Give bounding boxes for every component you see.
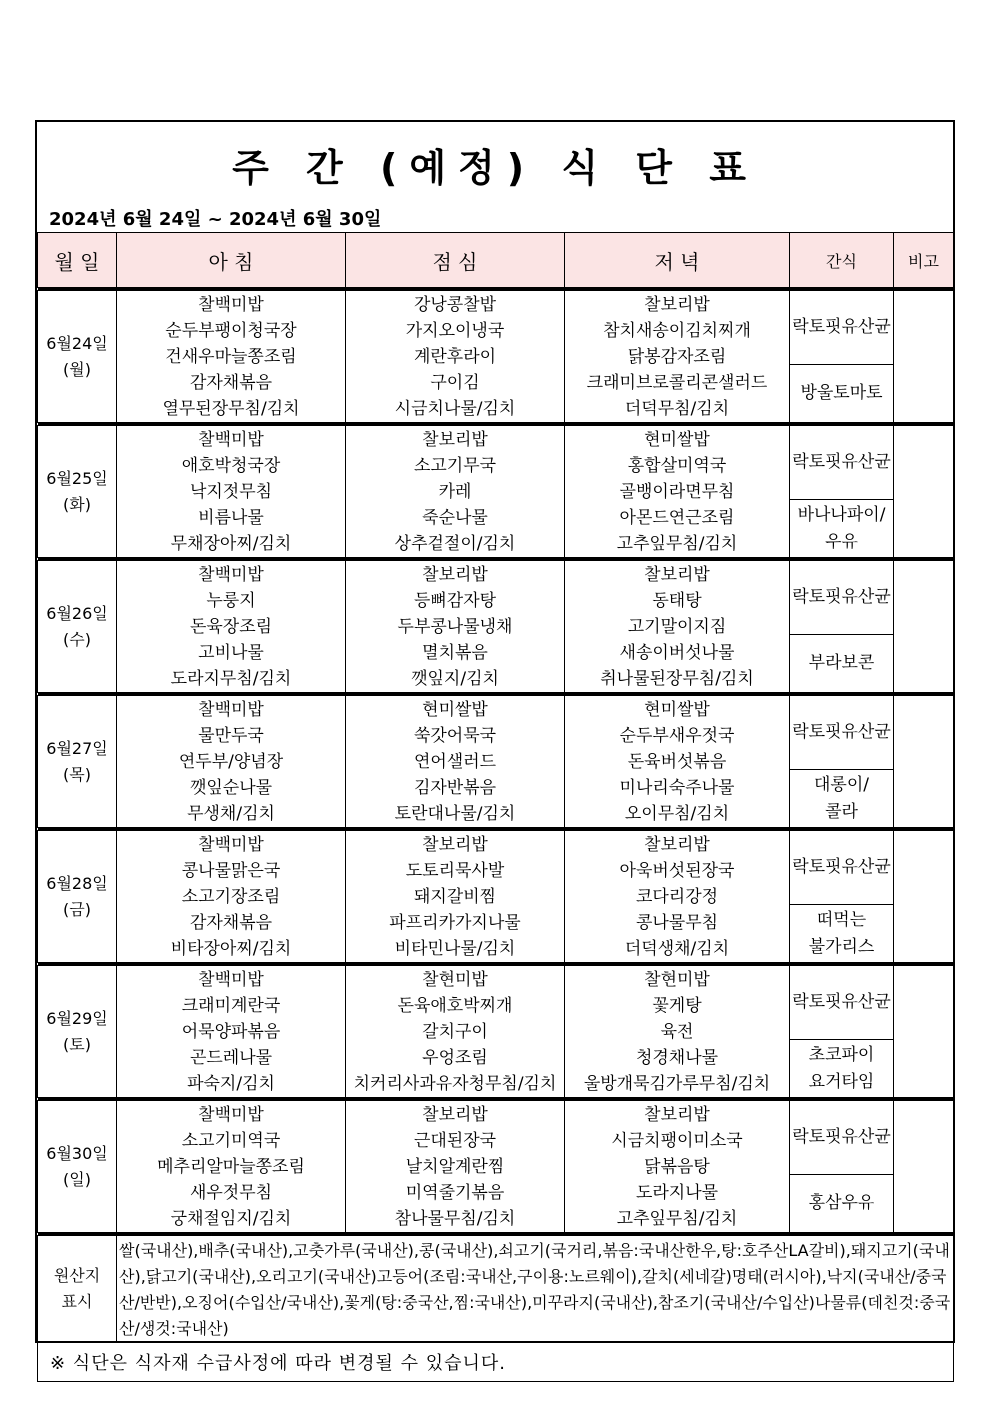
note-cell [894, 966, 954, 1098]
dish-item: 파숙지/김치 [187, 1074, 275, 1094]
day-row [38, 1101, 954, 1175]
dish-item: 고기말이지짐 [627, 617, 727, 637]
snack-item: 홍삼우유 [808, 1193, 875, 1214]
breakfast-cell [117, 291, 346, 423]
footer-note: ※ 식단은 식자재 수급사정에 따라 변경될 수 있습니다. [38, 1343, 954, 1382]
snack-item: 대롱이/ [814, 774, 869, 795]
dish-item: 현미쌀밥 [422, 700, 488, 720]
date-text: 6월30일 [46, 1143, 108, 1163]
dish-item: 상추겉절이/김치 [394, 534, 516, 554]
snack-bottom [790, 635, 894, 693]
dish-item: 청경채나물 [635, 1048, 719, 1068]
dish-item: 죽순나물 [422, 508, 488, 528]
snack-bottom [790, 1175, 894, 1233]
dish-item: 미나리숙주나물 [619, 778, 735, 798]
dish-item: 깻잎지/김치 [411, 669, 499, 689]
day-date [38, 426, 117, 558]
lunch-cell [346, 426, 565, 558]
dish-item: 비타민나물/김치 [394, 939, 516, 959]
page-title: 주 간 (예정) 식 단 표 [232, 146, 758, 190]
dish-item: 시금치팽이미소국 [611, 1131, 743, 1151]
dish-item: 물만두국 [198, 726, 264, 746]
dish-item: 근대된장국 [413, 1131, 497, 1151]
dish-item: 돈육버섯볶음 [627, 752, 727, 772]
dish-item: 어묵양파볶음 [181, 1022, 281, 1042]
dish-item: 콩나물맑은국 [181, 861, 281, 881]
date-text: 6월29일 [46, 1008, 108, 1028]
date-text: 6월26일 [46, 603, 108, 623]
dish-item: 비타장아찌/김치 [170, 939, 292, 959]
snack-item: 바나나파이/ [797, 504, 886, 525]
day-date [38, 561, 117, 693]
dish-item: 고추잎무침/김치 [616, 534, 738, 554]
dish-item: 돼지갈비찜 [413, 887, 497, 907]
lunch-cell [346, 831, 565, 963]
note-cell [894, 696, 954, 828]
dish-item: 고비나물 [198, 643, 264, 663]
dish-item: 새우젓무침 [189, 1183, 273, 1203]
snack-bottom [790, 770, 894, 828]
weekday-text: (목) [63, 764, 91, 784]
dinner-cell [565, 1101, 790, 1233]
dish-item: 홍합살미역국 [627, 456, 727, 476]
lunch-cell [346, 561, 565, 693]
header-day: 월 일 [38, 233, 117, 288]
dish-item: 궁채절임지/김치 [170, 1209, 292, 1229]
dish-item: 카레 [438, 482, 472, 502]
note-cell [894, 1101, 954, 1233]
dish-item: 찰백미밥 [198, 1105, 264, 1125]
dish-item: 찰백미밥 [198, 295, 264, 315]
dish-item: 가지오이냉국 [405, 321, 505, 341]
lunch-cell [346, 1101, 565, 1233]
dish-item: 크래미계란국 [181, 996, 281, 1016]
header-note: 비고 [894, 233, 954, 288]
dish-item: 코다리강정 [635, 887, 719, 907]
dish-item: 찰보리밥 [644, 295, 710, 315]
breakfast-cell [117, 696, 346, 828]
snack-item: 방울토마토 [800, 383, 883, 404]
dish-item: 찰백미밥 [198, 565, 264, 585]
dish-item: 소고기미역국 [181, 1131, 281, 1151]
lunch-cell [346, 291, 565, 423]
weekday-text: (수) [63, 629, 91, 649]
dish-item: 메추리알마늘쫑조림 [157, 1157, 305, 1177]
date-text: 6월27일 [46, 738, 108, 758]
weekday-text: (금) [63, 899, 91, 919]
day-date [38, 1101, 117, 1233]
snack-bottom [790, 365, 894, 423]
dish-item: 크래미브로콜리콘샐러드 [586, 373, 768, 393]
weekday-text: (일) [63, 1169, 91, 1189]
dish-item: 찰보리밥 [422, 1105, 488, 1125]
dish-item: 비름나물 [198, 508, 264, 528]
dish-item: 현미쌀밥 [644, 430, 710, 450]
day-row [38, 696, 954, 770]
dish-item: 소고기무국 [413, 456, 497, 476]
dish-item: 콩나물무침 [635, 913, 719, 933]
snack-top: 락토핏유산균 [790, 426, 894, 500]
dinner-cell [565, 561, 790, 693]
dish-item: 돈육장조림 [189, 617, 273, 637]
dish-item: 강낭콩찰밥 [413, 295, 497, 315]
dish-item: 소고기장조림 [181, 887, 281, 907]
note-cell [894, 426, 954, 558]
snack-item: 부라보콘 [808, 653, 875, 674]
dish-item: 찰보리밥 [422, 430, 488, 450]
dish-item: 파프리카가지나물 [389, 913, 521, 933]
snack-top: 락토핏유산균 [790, 561, 894, 635]
day-row [38, 966, 954, 1040]
day-date [38, 696, 117, 828]
dish-item: 찰현미밥 [644, 970, 710, 990]
header-breakfast: 아 침 [117, 233, 346, 288]
day-row [38, 561, 954, 635]
weekday-text: (토) [63, 1034, 91, 1054]
dish-item: 갈치구이 [422, 1022, 488, 1042]
breakfast-cell [117, 1101, 346, 1233]
origin-label: 원산지 표시 [38, 1236, 117, 1343]
dish-item: 새송이버섯나물 [619, 643, 735, 663]
dish-item: 도라지나물 [635, 1183, 719, 1203]
dish-item: 감자채볶음 [189, 373, 273, 393]
origin-text: 쌀(국내산),배추(국내산),고춧가루(국내산),콩(국내산),쇠고기(국거리,볶음:국내산한우,탕:호주산LA갈비),돼지고기(국내산),닭고기(국내산),오리고기(국내산)고등어(조림:국내산,구이용:노르웨이),갈치(세네갈)명태(러시아),낙지(국내산/중국산/반반),오징어(수입산/국내산),꽃게(탕:중국산,찜:국내산),미꾸라지(국내산),참조기(국내산/수입산)나물류(데친것:중국산/생것:국내산) [117, 1236, 954, 1343]
weekday-text: (화) [63, 494, 91, 514]
menu-sheet [35, 120, 955, 1374]
snack-item: 요거타임 [808, 1071, 875, 1092]
day-date [38, 966, 117, 1098]
dish-item: 누룽지 [206, 591, 256, 611]
dish-item: 닭봉감자조림 [627, 347, 727, 367]
date-text: 6월28일 [46, 873, 108, 893]
dish-item: 연두부/양념장 [178, 752, 284, 772]
dish-item: 도라지무침/김치 [170, 669, 292, 689]
dish-item: 깻잎순나물 [189, 778, 273, 798]
breakfast-cell [117, 426, 346, 558]
snack-top: 락토핏유산균 [790, 696, 894, 770]
dish-item: 찰백미밥 [198, 430, 264, 450]
menu-table [37, 232, 954, 1382]
dish-item: 참나물무침/김치 [394, 1209, 516, 1229]
dish-item: 무채장아찌/김치 [170, 534, 292, 554]
header-row [38, 233, 954, 288]
dish-item: 감자채볶음 [189, 913, 273, 933]
day-row [38, 831, 954, 905]
dish-item: 찰보리밥 [644, 1105, 710, 1125]
dish-item: 꽃게탕 [652, 996, 702, 1016]
snack-item: 불가리스 [808, 936, 875, 957]
dish-item: 아몬드연근조림 [619, 508, 735, 528]
dish-item: 멸치볶음 [422, 643, 488, 663]
dish-item: 계란후라이 [413, 347, 497, 367]
breakfast-cell [117, 966, 346, 1098]
dish-item: 시금치나물/김치 [394, 399, 516, 419]
dish-item: 순두부팽이청국장 [165, 321, 297, 341]
snack-item: 떠먹는 [816, 909, 867, 930]
dish-item: 찰보리밥 [644, 835, 710, 855]
day-row [38, 426, 954, 500]
date-range: 2024년 6월 24일 ~ 2024년 6월 30일 [49, 209, 382, 230]
dish-item: 참치새송이김치찌개 [603, 321, 751, 341]
footer-row [38, 1343, 954, 1382]
dish-item: 더덕생채/김치 [624, 939, 730, 959]
dish-item: 취나물된장무침/김치 [600, 669, 754, 689]
snack-item: 우유 [825, 531, 858, 552]
dish-item: 찰백미밥 [198, 970, 264, 990]
snack-top: 락토핏유산균 [790, 1101, 894, 1175]
dish-item: 열무된장무침/김치 [162, 399, 300, 419]
header-snack: 간식 [790, 233, 894, 288]
snack-bottom [790, 500, 894, 558]
snack-top: 락토핏유산균 [790, 831, 894, 905]
day-date [38, 831, 117, 963]
dish-item: 찰보리밥 [422, 835, 488, 855]
header-dinner: 저 녁 [565, 233, 790, 288]
dish-item: 날치알계란찜 [405, 1157, 505, 1177]
snack-bottom [790, 1040, 894, 1098]
dish-item: 곤드레나물 [189, 1048, 273, 1068]
dish-item: 동태탕 [652, 591, 702, 611]
dish-item: 애호박청국장 [181, 456, 281, 476]
dish-item: 현미쌀밥 [644, 700, 710, 720]
lunch-cell [346, 966, 565, 1098]
dish-item: 돈육애호박찌개 [397, 996, 513, 1016]
snack-item: 초코파이 [808, 1044, 875, 1065]
lunch-cell [346, 696, 565, 828]
breakfast-cell [117, 561, 346, 693]
dish-item: 미역줄기볶음 [405, 1183, 505, 1203]
dinner-cell [565, 966, 790, 1098]
date-text: 6월24일 [46, 333, 108, 353]
dish-item: 우엉조림 [422, 1048, 488, 1068]
header-lunch: 점 심 [346, 233, 565, 288]
dinner-cell [565, 426, 790, 558]
day-row [38, 291, 954, 365]
dish-item: 오이무침/김치 [624, 804, 730, 824]
dish-item: 더덕무침/김치 [624, 399, 730, 419]
dinner-cell [565, 696, 790, 828]
dish-item: 구이김 [430, 373, 480, 393]
dish-item: 찰보리밥 [422, 565, 488, 585]
snack-bottom [790, 905, 894, 963]
origin-row [38, 1236, 954, 1343]
dish-item: 육전 [660, 1022, 694, 1042]
snack-top: 락토핏유산균 [790, 291, 894, 365]
dish-item: 김자반볶음 [413, 778, 497, 798]
dish-item: 찰보리밥 [644, 565, 710, 585]
dish-item: 낙지젓무침 [189, 482, 273, 502]
weekday-text: (월) [63, 359, 91, 379]
snack-top: 락토핏유산균 [790, 966, 894, 1040]
dish-item: 무생채/김치 [187, 804, 275, 824]
dish-item: 찰현미밥 [422, 970, 488, 990]
breakfast-cell [117, 831, 346, 963]
snack-item: 콜라 [825, 801, 858, 822]
dish-item: 골뱅이라면무침 [619, 482, 735, 502]
dish-item: 순두부새우젓국 [619, 726, 735, 746]
dish-item: 쑥갓어묵국 [413, 726, 497, 746]
dish-item: 도토리묵사발 [405, 861, 505, 881]
dish-item: 치커리사과유자청무침/김치 [353, 1074, 557, 1094]
dinner-cell [565, 291, 790, 423]
dish-item: 두부콩나물냉채 [397, 617, 513, 637]
dish-item: 고추잎무침/김치 [616, 1209, 738, 1229]
dinner-cell [565, 831, 790, 963]
dish-item: 울방개묵김가루무침/김치 [583, 1074, 771, 1094]
dish-item: 닭볶음탕 [644, 1157, 710, 1177]
dish-item: 아욱버섯된장국 [619, 861, 735, 881]
day-date [38, 291, 117, 423]
dish-item: 연어샐러드 [413, 752, 497, 772]
note-cell [894, 831, 954, 963]
dish-item: 토란대나물/김치 [394, 804, 516, 824]
note-cell [894, 291, 954, 423]
note-cell [894, 561, 954, 693]
dish-item: 찰백미밥 [198, 835, 264, 855]
dish-item: 등뼈감자탕 [413, 591, 497, 611]
dish-item: 찰백미밥 [198, 700, 264, 720]
date-text: 6월25일 [46, 468, 108, 488]
dish-item: 건새우마늘쫑조림 [165, 347, 297, 367]
